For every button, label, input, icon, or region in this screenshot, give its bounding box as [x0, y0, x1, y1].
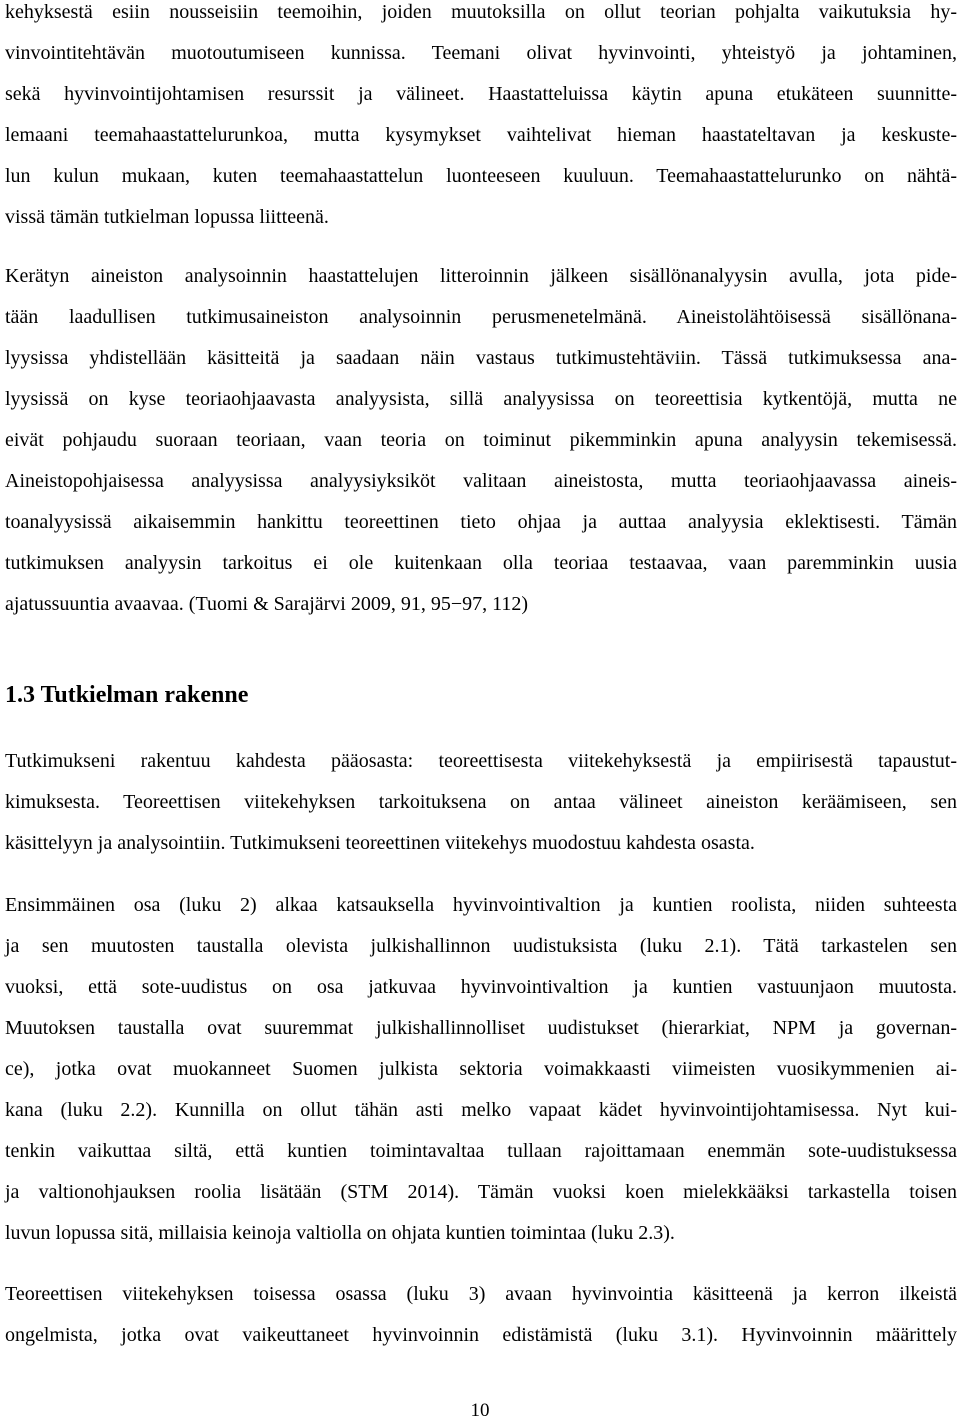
- paragraph-second-part: [5, 1274, 957, 1356]
- text-line: vuoksi, että sote-uudistus on osa jatkuvaa hyvinvointivaltion ja kuntien vastuunjaon muutosta.: [5, 976, 957, 998]
- text-line: lun kulun mukaan, kuten teemahaastattelun luonteeseen kuuluun. Teemahaastattelurunko on nähtä-: [5, 165, 957, 187]
- paragraph-first-part: [5, 885, 957, 1254]
- text-line: eivät pohjaudu suoraan teoriaan, vaan teoria on toiminut pikemminkin apuna analyysin tekemisessä.: [5, 429, 957, 451]
- section-heading: 1.3 Tutkielman rakenne: [5, 682, 249, 708]
- text-line: toanalyysissä aikaisemmin hankittu teoreettinen tieto ohjaa ja auttaa analyysia eklektisesti. Tämän: [5, 511, 957, 533]
- text-line: ajatussuuntia avaavaa. (Tuomi & Sarajärvi 2009, 91, 95−97, 112): [5, 593, 529, 615]
- paragraph-structure-overview: [5, 741, 957, 864]
- text-line: Teoreettisen viitekehyksen toisessa osassa (luku 3) avaan hyvinvointia käsitteenä ja kerron ilkeistä: [5, 1283, 957, 1305]
- text-line: ce), jotka ovat muokanneet Suomen julkista sektoria voimakkaasti viimeisten vuosikymmenien ai-: [5, 1058, 957, 1080]
- text-line: ja sen muutosten taustalla olevista julkishallinnon uudistuksista (luku 2.1). Tätä tarkastelen sen: [5, 935, 957, 957]
- text-line: kana (luku 2.2). Kunnilla on ollut tähän asti melko vapaat kädet hyvinvointijohtamisessa. Nyt kui-: [5, 1099, 957, 1121]
- paragraph-methods-intro: [5, 0, 957, 238]
- text-line: luvun lopussa sitä, millaisia keinoja valtiolla on ohjata kuntien toimintaa (luku 2.3).: [5, 1222, 675, 1244]
- text-line: Tutkimukseni rakentuu kahdesta pääosasta: teoreettisesta viitekehyksestä ja empiirisestä tapaustut-: [5, 750, 957, 772]
- text-line: lyysissä on kyse teoriaohjaavasta analyysista, sillä analyysissa on teoreettisia kytkentöjä, mutta ne: [5, 388, 957, 410]
- text-line: kimuksesta. Teoreettisen viitekehyksen tarkoituksena on antaa välineet aineiston keräämiseen, sen: [5, 791, 957, 813]
- text-line: Kerätyn aineiston analysoinnin haastattelujen litteroinnin jälkeen sisällönanalyysin avulla, jota pide-: [5, 265, 957, 287]
- text-line: vinvointitehtävän muotoutumiseen kunnissa. Teemani olivat hyvinvointi, yhteistyö ja johtaminen,: [5, 42, 957, 64]
- text-line: kehyksestä esiin nousseisiin teemoihin, joiden muutoksilla on ollut teorian pohjalta vaikutuksia hy-: [5, 1, 957, 23]
- text-line: lemaani teemahaastattelurunkoa, mutta kysymykset vaihtelivat hieman haastateltavan ja keskuste-: [5, 124, 957, 146]
- text-line: tutkimuksen analyysin tarkoitus ei ole kuitenkaan olla teoriaa testaavaa, vaan paremminkin uusia: [5, 552, 957, 574]
- page-number: 10: [470, 1400, 490, 1421]
- text-line: lyysissa yhdistellään käsitteitä ja saadaan näin vastaus tutkimustehtäviin. Tässä tutkimuksessa ana-: [5, 347, 957, 369]
- text-line: tään laadullisen tutkimusaineiston analysoinnin perusmenetelmänä. Aineistolähtöisessä sisällönana-: [5, 306, 957, 328]
- text-line: tenkin vaikuttaa siltä, että kuntien toimintavaltaa tullaan rajoittamaan enemmän sote-uudistuksessa: [5, 1140, 957, 1162]
- text-line: vissä tämän tutkielman lopussa liitteenä.: [5, 206, 329, 228]
- text-line: Ensimmäinen osa (luku 2) alkaa katsauksella hyvinvointivaltion ja kuntien roolista, niiden suhteesta: [5, 894, 957, 916]
- paragraph-analysis: [5, 256, 957, 625]
- text-line: ja valtionohjauksen roolia lisätään (STM 2014). Tämän vuoksi koen mielekkääksi tarkastella toisen: [5, 1181, 957, 1203]
- text-line: Muutoksen taustalla ovat suuremmat julkishallinnolliset uudistukset (hierarkiat, NPM ja governan-: [5, 1017, 957, 1039]
- text-line: sekä hyvinvointijohtamisen resurssit ja välineet. Haastatteluissa käytin apuna etukäteen suunnitte-: [5, 83, 957, 105]
- text-line: Aineistopohjaisessa analyysissa analyysiyksiköt valitaan aineistosta, mutta teoriaohjaavassa aineis-: [5, 470, 957, 492]
- text-line: käsittelyyn ja analysointiin. Tutkimukseni teoreettinen viitekehys muodostuu kahdesta osasta.: [5, 832, 755, 854]
- text-line: ongelmista, jotka ovat vaikeuttaneet hyvinvoinnin edistämistä (luku 3.1). Hyvinvoinnin määrittely: [5, 1324, 957, 1346]
